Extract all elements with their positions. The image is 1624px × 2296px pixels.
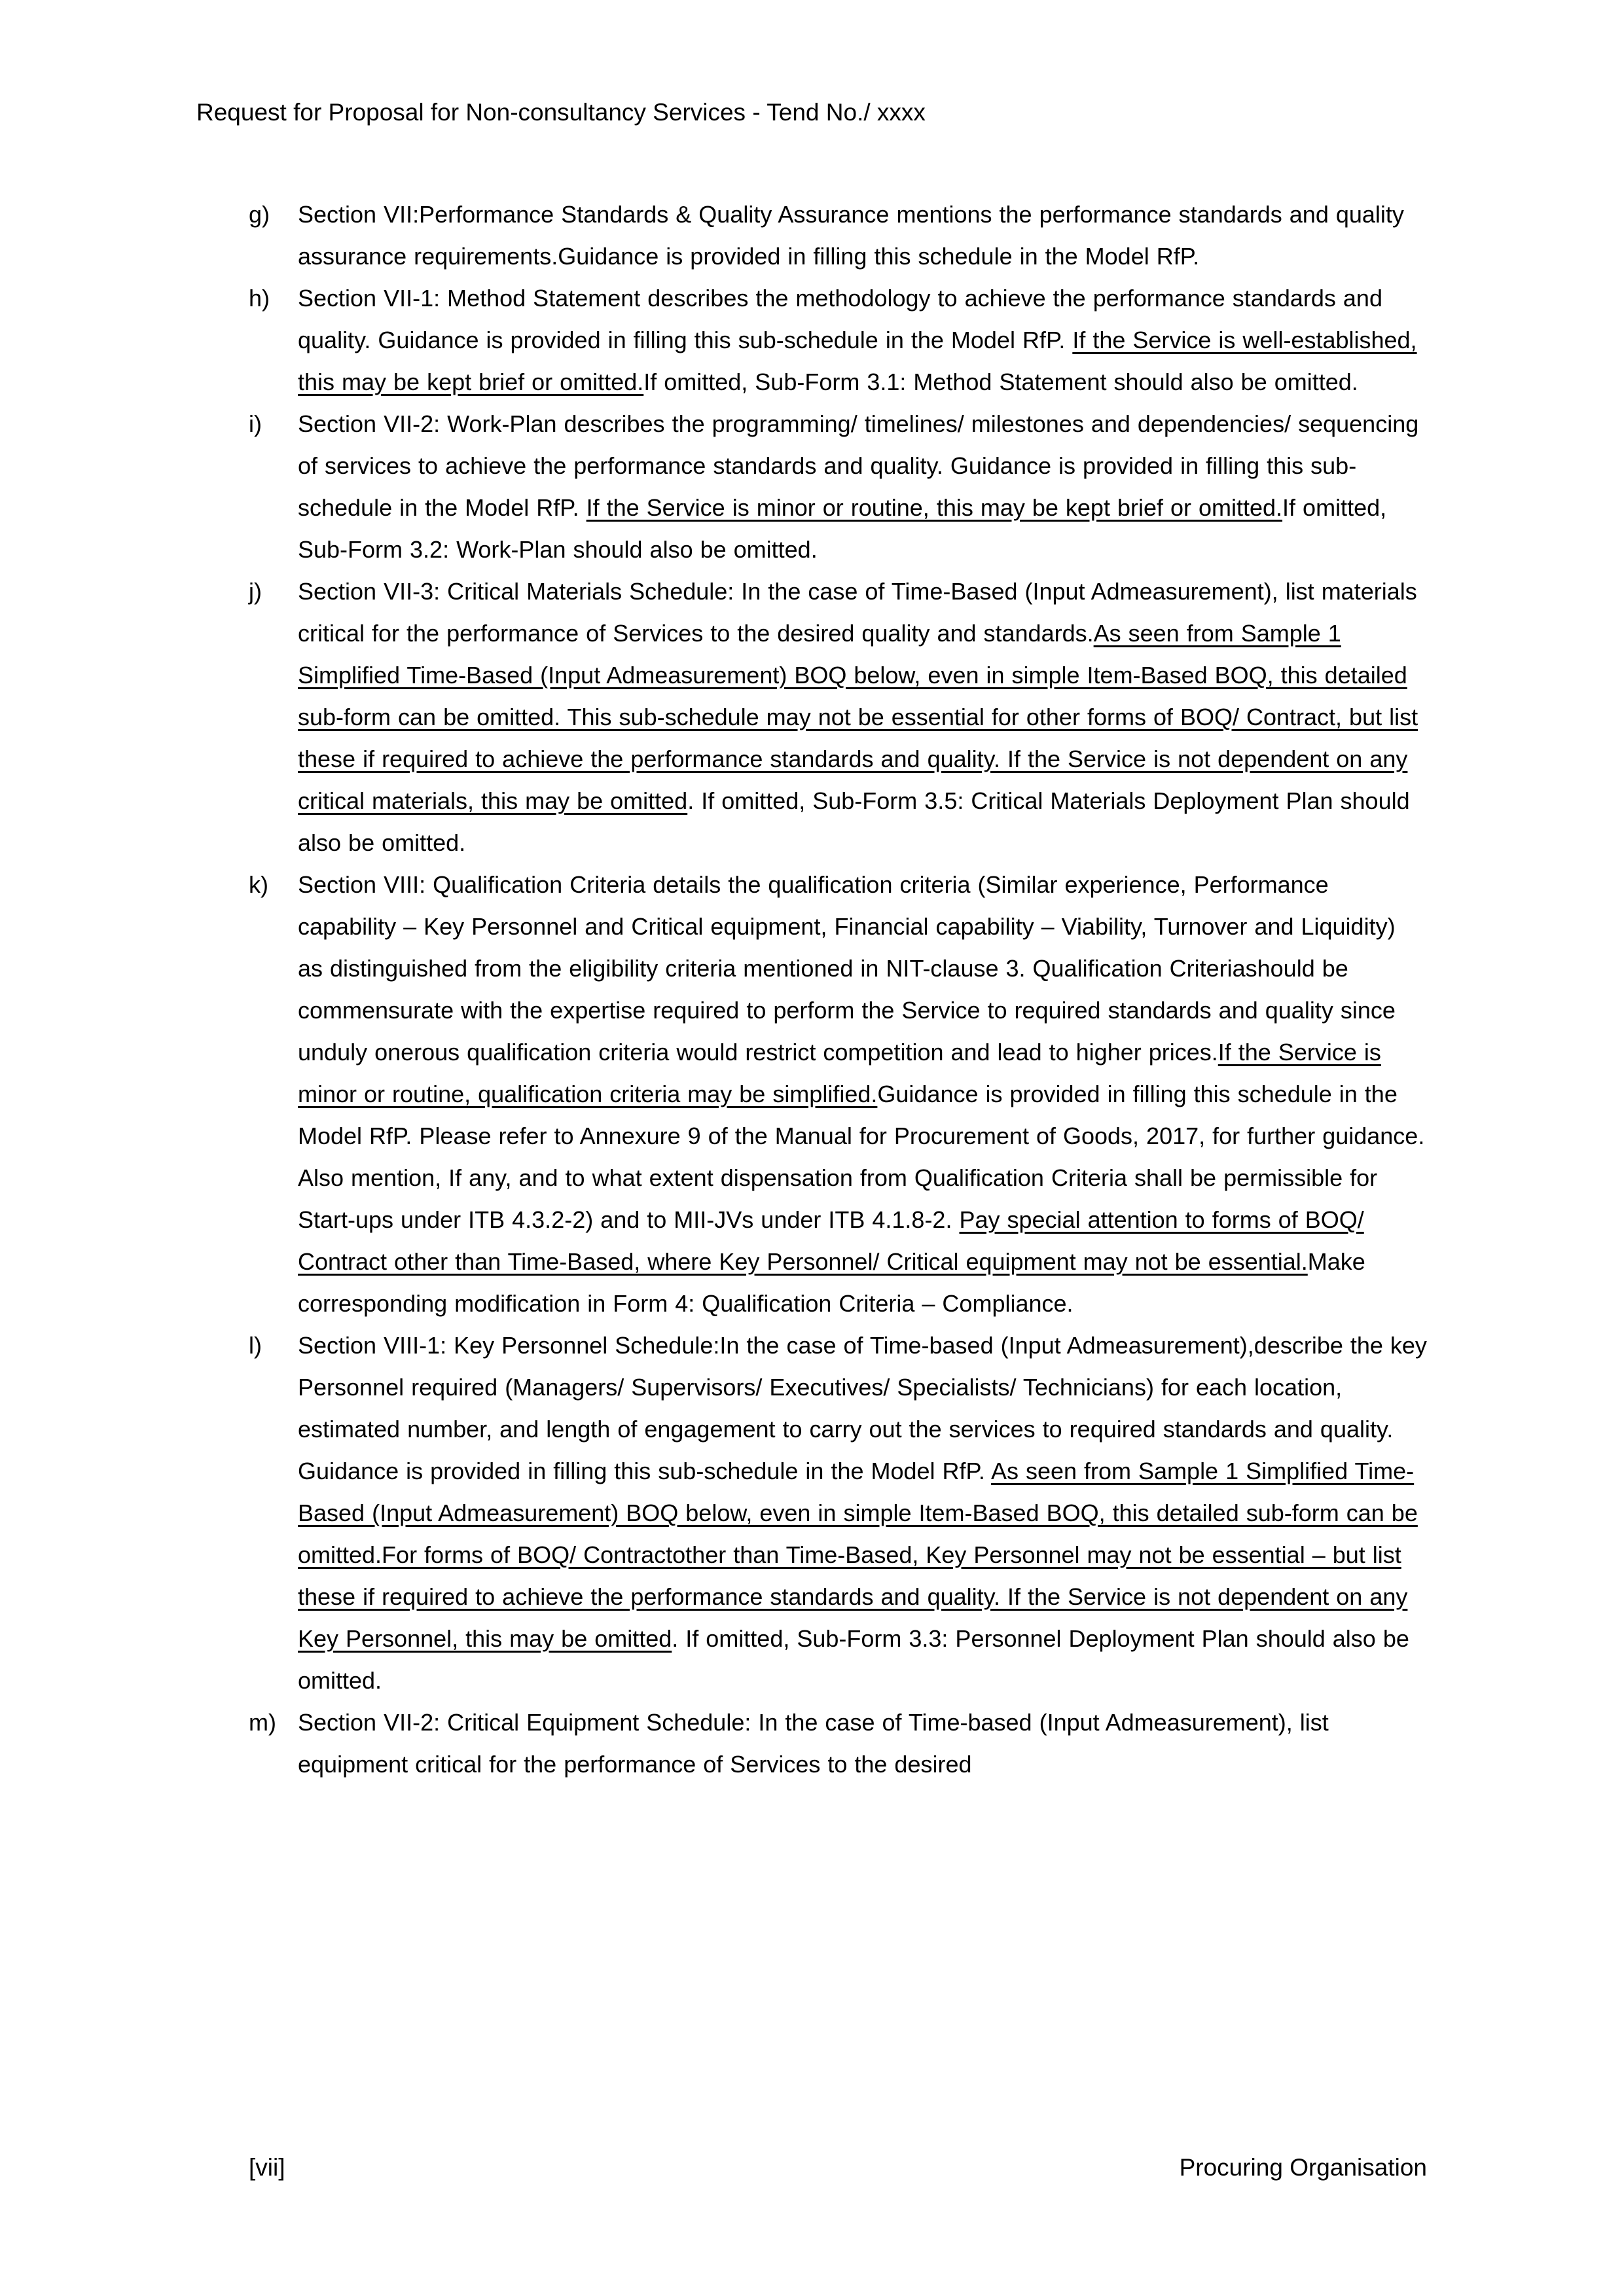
footer-page-number: [vii]: [249, 2154, 285, 2181]
list-item-marker: k): [249, 871, 268, 898]
list-item-text: [298, 403, 1427, 571]
underlined-text-segment: As seen from Sample 1 Simplified Time-Based (Input Admeasurement) BOQ below, even in simple Item-Based BOQ, this detailed sub-form can be omitted. This sub-schedule may not be essential for other forms of BOQ/ Contract, but list these if required to achieve the performance standards and quality. If the Service is not dependent on any critical materials, this may be omitted: [298, 620, 1418, 814]
list-item-text: [298, 571, 1427, 864]
list-item-text: [298, 1702, 1427, 1785]
list-item-marker: m): [249, 1709, 276, 1736]
list-item-text: [298, 194, 1427, 278]
underlined-text-segment: Pay special attention to forms of BOQ/ Contract other than Time-Based, where Key Personnel/ Critical equipment may not be essential.: [298, 1206, 1364, 1275]
text-segment: Make corresponding modification in Form 4: Qualification Criteria – Compliance.: [298, 1248, 1365, 1317]
list-item-text: [298, 864, 1427, 1325]
list-item: [249, 864, 1427, 1325]
text-segment: . If omitted, Sub-Form 3.5: Critical Materials Deployment Plan should also be omitted.: [298, 787, 1410, 856]
list-item-text: [298, 1325, 1427, 1702]
underlined-text-segment: As seen from Sample 1 Simplified Time-Based (Input Admeasurement) BOQ below, even in simple Item-Based BOQ, this detailed sub-form can be omitted.For forms of BOQ/ Contractother than Time-Based, Key Personnel may not be essential – but list these if required to achieve the performance standards and quality. If the Service is not dependent on any Key Personnel, this may be omitted: [298, 1458, 1418, 1652]
list-item-marker: j): [249, 578, 262, 605]
text-segment: Guidance is provided in filling this schedule in the Model RfP. Please refer to Annexure 9 of the Manual for Procurement of Goods, 2017, for further guidance. Also mention, If any, and to what extent dispensation from Qualification Criteria shall be permissible for Start-ups under ITB 4.3.2-2) and to MII-JVs under ITB 4.1.8-2.: [298, 1081, 1425, 1233]
page-footer: [249, 2152, 1427, 2183]
list-item: [249, 278, 1427, 403]
text-segment: Section VII-2: Critical Equipment Schedule: In the case of Time-based (Input Admeasurement), list equipment critical for the performance of Services to the desired: [298, 1709, 1329, 1778]
list-item-marker: l): [249, 1332, 262, 1359]
underlined-text-segment: If the Service is well-established, this may be kept brief or omitted.: [298, 327, 1417, 395]
header-title: Request for Proposal for Non-consultancy Services - Tend No./ xxxx: [196, 99, 926, 126]
footer-organisation: Procuring Organisation: [1179, 2154, 1427, 2181]
list-item: [249, 1325, 1427, 1702]
text-segment: . If omitted, Sub-Form 3.3: Personnel Deployment Plan should also be omitted.: [298, 1625, 1409, 1694]
text-segment: Section VIII-1: Key Personnel Schedule:In the case of Time-based (Input Admeasurement),describe the key Personnel required (Managers/ Supervisors/ Executives/ Specialists/ Technicians) for each location, estimated number, and length of engagement to carry out the services to required standards and quality. Guidance is provided in filling this sub-schedule in the Model RfP.: [298, 1332, 1427, 1484]
list-item: [249, 1702, 1427, 1785]
underlined-text-segment: If the Service is minor or routine, qualification criteria may be simplified.: [298, 1039, 1381, 1107]
list-item: [249, 194, 1427, 278]
list-item-marker: i): [249, 410, 262, 437]
text-segment: If omitted, Sub-Form 3.2: Work-Plan should also be omitted.: [298, 494, 1387, 563]
list-item-marker: h): [249, 285, 270, 312]
text-segment: Section VIII: Qualification Criteria details the qualification criteria (Similar experience, Performance capability – Key Personnel and Critical equipment, Financial capability – Viability, Turnover and Liquidity) as distinguished from the eligibility criteria mentioned in NIT-clause 3. Qualification Criteriashould be commensurate with the expertise required to perform the Service to required standards and quality since unduly onerous qualification criteria would restrict competition and lead to higher prices.: [298, 871, 1396, 1066]
list-item: [249, 403, 1427, 571]
list-item-text: [298, 278, 1427, 403]
text-segment: Section VII-2: Work-Plan describes the programming/ timelines/ milestones and dependencies/ sequencing of services to achieve the performance standards and quality. Guidance is provided in filling this sub-schedule in the Model RfP.: [298, 410, 1419, 521]
clause-list: [249, 194, 1427, 1785]
underlined-text-segment: If the Service is minor or routine, this may be kept brief or omitted.: [586, 494, 1283, 521]
text-segment: Section VII-3: Critical Materials Schedule: In the case of Time-Based (Input Admeasurement), list materials critical for the performance of Services to the desired quality and standards.: [298, 578, 1417, 647]
text-segment: Section VII:Performance Standards & Quality Assurance mentions the performance standards and quality assurance requirements.Guidance is provided in filling this schedule in the Model RfP.: [298, 201, 1404, 270]
text-segment: If omitted, Sub-Form 3.1: Method Statement should also be omitted.: [643, 368, 1358, 395]
list-item: [249, 571, 1427, 864]
page-header: [196, 97, 926, 128]
text-segment: Section VII-1: Method Statement describes the methodology to achieve the performance standards and quality. Guidance is provided in filling this sub-schedule in the Model RfP.: [298, 285, 1382, 353]
list-item-marker: g): [249, 201, 270, 228]
